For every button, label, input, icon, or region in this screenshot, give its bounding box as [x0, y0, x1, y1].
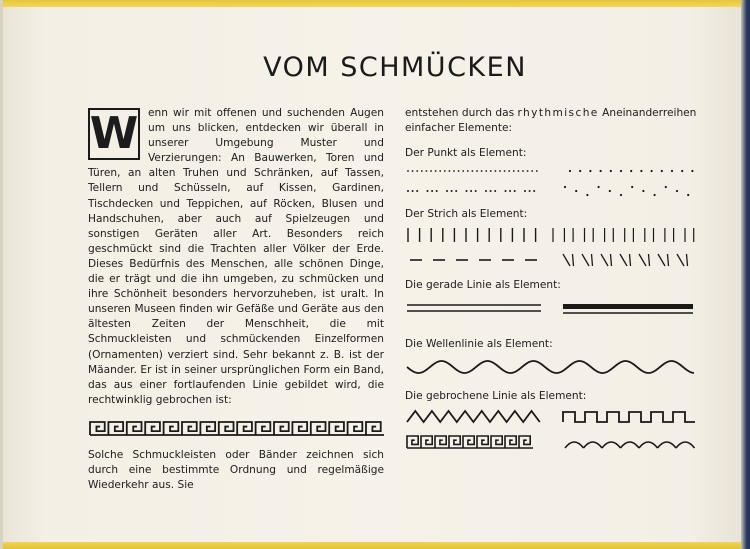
square-wave-line-icon — [563, 412, 695, 422]
closing-paragraph: Solche Schmuckleisten oder Bänder zeichnen sich durch eine bestimmte Ordnung und regelmäßige Wiederkehr aus. Sie — [88, 448, 384, 492]
small-meander-icon — [407, 436, 533, 448]
section-label-gerade: Die gerade Linie als Element: — [405, 279, 561, 292]
intro-paragraph: enn wir mit offenen und suchenden Augen um uns blicken, entdecken wir überall in unserer Umgebung Muster und Verzierungen: An Bauwerken, Toren und Türen, an alten Truhen und Schränken, auf Tassen, Tellern und Schüsseln, auf Kissen, Gardinen, Tischdecken und Teppichen, auf Röcken, Blusen und Handschuhen, aber auch auf Spielzeugen und sonstigen Geräten aller Art. Besonders reich geschmückt sind die Trachten aller Völker der Erde. Dieses Bedürfnis des Menschen, alle schönen Dinge, die er trägt und die ihn umgeben, zu schmücken und ihre Schönheit besonders hervorzuheben, ist uralt. In unseren Museen finden wir Gefäße und Geräte aus den ältesten Zeiten der Menschheit, die mit Schmuckleisten und schmückenden Einzelformen (Ornamenten) verziert sind. Sehr bekannt z. B. ist der Mäander. Er ist in seiner ursprünglichen Form ein Band, das aus einer fortlaufenden Linie gebildet wird, die rechtwinklig gebrochen ist: — [88, 107, 384, 406]
wavy-line-icon — [405, 357, 705, 379]
broken-line-patterns-icon — [405, 408, 705, 454]
greek-key-meander-icon — [88, 420, 384, 438]
arc-garland-icon — [565, 442, 695, 448]
section-label-wellen: Die Wellenlinie als Element: — [405, 338, 553, 351]
top-cover-edge — [0, 0, 750, 7]
emphasized-word: rhythmische — [517, 107, 599, 119]
vertical-stroke-rows-icon — [405, 226, 705, 272]
section-label-gebrochen: Die gebrochene Linie als Element: — [405, 389, 587, 402]
bottom-cover-edge — [0, 542, 750, 549]
section-label-punkt: Der Punkt als Element: — [405, 147, 527, 160]
dot-rows-icon — [405, 165, 705, 201]
section-label-strich: Der Strich als Element: — [405, 208, 528, 221]
drop-cap: W — [89, 108, 139, 159]
zigzag-line-icon — [407, 411, 540, 422]
left-column — [88, 106, 384, 493]
right-column — [405, 106, 705, 454]
straight-lines-icon — [405, 297, 705, 323]
page-title: VOM SCHMÜCKEN — [263, 52, 527, 83]
elements-intro: entstehen durch das rhythmische Aneinanderreihen einfacher Elemente: — [405, 107, 697, 135]
